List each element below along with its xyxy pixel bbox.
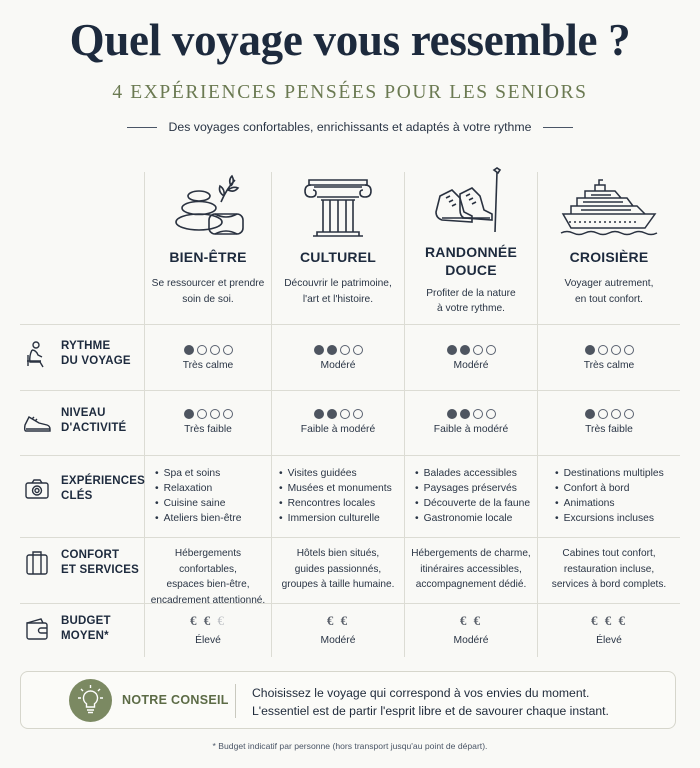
activite-value: Très faible (184, 424, 232, 435)
dot-filled (447, 409, 457, 419)
rythme-value: Modéré (453, 360, 489, 371)
dot-filled (327, 409, 337, 419)
dot-filled (585, 345, 595, 355)
hiking-boots-icon (432, 166, 510, 232)
dot-empty (624, 409, 634, 419)
dot-empty (473, 409, 483, 419)
page-title: Quel voyage vous ressemble ? (69, 15, 631, 65)
rythme-value: Très calme (583, 360, 635, 371)
dot-empty (197, 345, 207, 355)
column-desc-line2: soin de soi. (182, 294, 234, 305)
dot-empty (210, 409, 220, 419)
budget-value: Modéré (453, 635, 489, 646)
confort-line: Hébergements confortables, (174, 548, 242, 575)
column-desc-line2: en tout confort. (575, 294, 643, 305)
euro-symbol: € (459, 613, 469, 628)
list-item: • Confort à bord (555, 481, 664, 496)
budget-euros (405, 613, 537, 629)
column-desc-line1: Profiter de la nature (426, 288, 516, 299)
euro-symbol: € (326, 613, 336, 628)
column-title-line2: DOUCE (445, 262, 497, 278)
confort-line: guides passionnés, (294, 563, 382, 575)
cell-activite (145, 409, 271, 435)
cell-budget (272, 613, 404, 646)
row-label-line1: NIVEAU (61, 407, 106, 419)
cell-rythme (272, 345, 404, 371)
advice-box (20, 671, 676, 729)
row-label-text (61, 406, 126, 436)
column-title (405, 243, 537, 279)
dot-filled (327, 345, 337, 355)
experiences-list-bien-etre (155, 466, 241, 526)
column-randonnee (405, 172, 537, 324)
dot-empty (223, 345, 233, 355)
row-label-confort (20, 548, 144, 578)
experiences-list-culturel (279, 466, 392, 526)
rythme-value: Très calme (182, 360, 234, 371)
row-label-experiences (20, 474, 144, 504)
tagline-text: Des voyages confortables, enrichissants et adaptés à votre rythme (168, 120, 532, 134)
column-culturel (272, 172, 404, 324)
rythme-dots (145, 345, 271, 355)
list-item: • Gastronomie locale (415, 511, 530, 526)
confort-line: Cabines tout confort, (562, 548, 656, 559)
euro-symbol: € (203, 613, 213, 628)
grid-line (20, 390, 680, 391)
grid-line (20, 455, 680, 456)
dot-empty (598, 345, 608, 355)
column-desc-line1: Découvrir le patrimoine, (284, 278, 392, 289)
list-item: • Musées et monuments (279, 481, 392, 496)
confort-line: accompagnement dédié. (415, 579, 527, 590)
activite-value: Faible à modéré (300, 424, 376, 435)
cruise-ship-icon (559, 178, 659, 238)
euro-symbol: € (190, 613, 199, 628)
list-item: • Balades accessibles (415, 466, 530, 481)
column-title: CULTUREL (300, 249, 376, 265)
euro-symbol: € (340, 613, 350, 628)
confort-text-culturel (272, 546, 404, 593)
wallet-icon (23, 615, 51, 643)
row-label-line1: EXPÉRIENCES (61, 475, 146, 487)
cell-activite (405, 409, 537, 435)
cell-rythme (145, 345, 271, 371)
budget-euros (272, 613, 404, 629)
footnote: * Budget indicatif par personne (hors transport jusqu'au point de départ). (212, 741, 488, 751)
confort-text-bien-etre (145, 546, 271, 608)
row-label-text (61, 614, 111, 644)
list-item: • Immersion culturelle (279, 511, 392, 526)
dot-empty (473, 345, 483, 355)
budget-value: Modéré (320, 635, 356, 646)
column-desc-line2: l'art et l'histoire. (302, 294, 374, 305)
list-item: • Visites guidées (279, 466, 392, 481)
dot-filled (460, 345, 470, 355)
column-title-line1: RANDONNÉE (424, 244, 518, 260)
euro-symbol: € (618, 613, 627, 628)
grid-line (20, 603, 680, 604)
rythme-dots (405, 345, 537, 355)
budget-value: Élevé (596, 635, 622, 646)
advice-badge (69, 679, 112, 722)
dot-empty (624, 345, 634, 355)
euro-symbol: € (591, 613, 600, 628)
dot-filled (314, 345, 324, 355)
row-label-line2: CLÉS (61, 490, 93, 502)
activite-dots (405, 409, 537, 419)
list-item: • Paysages préservés (415, 481, 530, 496)
dot-empty (197, 409, 207, 419)
advice-line2: L'essentiel est de partir l'esprit libre et de savourer chaque instant. (252, 704, 609, 718)
confort-line: Hôtels bien situés, (296, 548, 380, 559)
rythme-value: Modéré (320, 360, 356, 371)
cell-rythme (405, 345, 537, 371)
dot-filled (184, 409, 194, 419)
column-desc-line1: Se ressourcer et prendre (151, 278, 265, 289)
dot-empty (611, 409, 621, 419)
experiences-list-croisiere (555, 466, 664, 526)
tagline-dash-left (127, 127, 157, 128)
advice-text (252, 684, 609, 720)
cell-rythme (538, 345, 680, 371)
row-label-line2: D'ACTIVITÉ (61, 422, 127, 434)
list-item: • Rencontres locales (279, 496, 392, 511)
column-desc-line1: Voyager autrement, (564, 278, 654, 289)
activite-dots (538, 409, 680, 419)
dot-empty (340, 345, 350, 355)
row-label-line1: RYTHME (61, 340, 111, 352)
confort-text-randonnee (405, 546, 537, 593)
spa-stones-icon (169, 174, 247, 240)
suitcase-icon (23, 549, 51, 577)
column-title: CROISIÈRE (569, 249, 649, 265)
dot-empty (210, 345, 220, 355)
list-item: • Cuisine saine (155, 496, 241, 511)
list-item: • Destinations multiples (555, 466, 664, 481)
tagline (0, 120, 700, 134)
row-label-text (61, 339, 131, 369)
column-croisiere (538, 172, 680, 324)
dot-empty (486, 409, 496, 419)
list-item: • Ateliers bien-être (155, 511, 241, 526)
cell-budget (405, 613, 537, 646)
row-label-line2: DU VOYAGE (61, 355, 131, 367)
activite-value: Très faible (585, 424, 633, 435)
activite-dots (272, 409, 404, 419)
row-label-activite (20, 406, 144, 436)
dot-empty (611, 345, 621, 355)
page-subtitle: 4 EXPÉRIENCES PENSÉES POUR LES SENIORS (112, 82, 588, 103)
row-label-text (61, 474, 145, 504)
row-label-budget (20, 614, 144, 644)
activite-dots (145, 409, 271, 419)
dot-filled (314, 409, 324, 419)
euro-symbol: € (473, 613, 483, 628)
dot-filled (447, 345, 457, 355)
row-label-line2: ET SERVICES (61, 564, 140, 576)
grid-line (20, 324, 680, 325)
row-label-rythme (20, 339, 144, 369)
confort-line: services à bord complets. (551, 579, 667, 590)
dot-empty (486, 345, 496, 355)
rythme-dots (538, 345, 680, 355)
dot-empty (598, 409, 608, 419)
activite-value: Faible à modéré (433, 424, 509, 435)
tagline-dash-right (543, 127, 573, 128)
confort-line: Hébergements de charme, (411, 548, 531, 559)
advice-title: NOTRE CONSEIL (122, 693, 229, 707)
confort-text-croisiere (538, 546, 680, 593)
list-item: • Excursions incluses (555, 511, 664, 526)
list-item: • Animations (555, 496, 664, 511)
dot-filled (184, 345, 194, 355)
list-item: • Spa et soins (155, 466, 241, 481)
cell-budget (538, 613, 680, 646)
advice-line1: Choisissez le voyage qui correspond à vos envies du moment. (252, 686, 590, 700)
dot-empty (223, 409, 233, 419)
budget-value: Élevé (195, 635, 221, 646)
row-label-line1: BUDGET (61, 615, 111, 627)
row-label-line2: MOYEN* (61, 630, 109, 642)
confort-line: encadrement attentionné. (150, 594, 266, 606)
budget-euros (538, 613, 680, 629)
column-title: BIEN-ÊTRE (169, 249, 247, 265)
confort-line: restauration incluse, (563, 563, 655, 575)
budget-euros (145, 613, 271, 629)
cell-activite (538, 409, 680, 435)
confort-line: espaces bien-être, (166, 579, 250, 590)
confort-line: itinéraires accessibles, (420, 563, 522, 575)
shoe-icon (23, 407, 51, 435)
dot-empty (353, 345, 363, 355)
dot-empty (353, 409, 363, 419)
experiences-list-randonnee (415, 466, 530, 526)
dot-empty (340, 409, 350, 419)
rythme-dots (272, 345, 404, 355)
camera-icon (23, 475, 51, 503)
ionic-column-icon (303, 174, 373, 240)
advice-divider (235, 684, 236, 718)
lightbulb-icon (69, 679, 112, 722)
list-item: • Découverte de la faune (415, 496, 530, 511)
dot-filled (585, 409, 595, 419)
row-label-text (61, 548, 139, 578)
row-label-line1: CONFORT (61, 549, 120, 561)
dot-filled (460, 409, 470, 419)
cell-activite (272, 409, 404, 435)
list-item: • Relaxation (155, 481, 241, 496)
confort-line: groupes à taille humaine. (281, 579, 395, 590)
column-desc-line2: à votre rythme. (437, 303, 505, 314)
seated-person-icon (23, 340, 51, 368)
euro-symbol: € (217, 613, 226, 628)
euro-symbol: € (604, 613, 614, 628)
cell-budget (145, 613, 271, 646)
grid-line (20, 537, 680, 538)
comparison-table (20, 172, 680, 657)
column-bien-etre (145, 172, 271, 324)
